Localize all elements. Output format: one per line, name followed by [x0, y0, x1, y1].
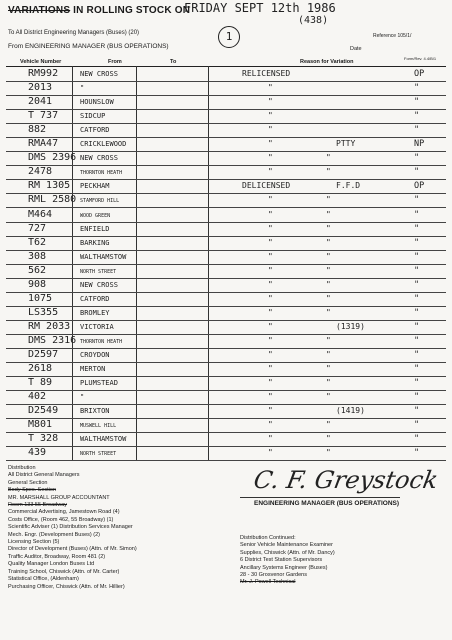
vehicle-number: 882: [28, 124, 47, 136]
reason-mark: ": [326, 237, 331, 247]
reason-text: ": [268, 139, 273, 149]
signature-rule: [240, 497, 400, 498]
status-code: ": [414, 434, 420, 445]
reason-mark: ": [326, 378, 331, 388]
status-code: ": [414, 167, 420, 178]
col-header-vehicle: Vehicle Number: [20, 59, 62, 65]
from-garage: MERTON: [80, 365, 106, 374]
reason-mark: ": [326, 223, 331, 233]
vehicle-number: 2013: [28, 82, 53, 94]
vehicle-number: 2618: [28, 363, 53, 375]
vehicle-number: RML 2580: [28, 194, 77, 206]
vehicle-number: 562: [28, 264, 47, 276]
distribution-entry: General Section: [8, 479, 48, 486]
reason-text: ": [268, 434, 273, 444]
reference-number: Reference 105/1/: [373, 33, 412, 39]
vehicle-number: 308: [28, 250, 47, 262]
reason-text: ": [268, 265, 273, 275]
col-header-reason: Reason for Variation: [300, 59, 354, 65]
from-garage: PLUMSTEAD: [80, 379, 118, 388]
from-garage: CATFORD: [80, 126, 110, 135]
status-code: NP: [414, 139, 425, 150]
reason-mark: F.F.D: [336, 181, 361, 191]
vehicle-number: 2041: [28, 96, 53, 108]
vehicle-number: RM992: [28, 68, 59, 79]
from-garage: WOOD GREEN: [80, 212, 111, 219]
reason-mark: ": [326, 167, 331, 177]
reason-text: ": [268, 111, 273, 121]
status-code: ": [414, 279, 420, 290]
distribution-entry: Room 133 55 Broadway: [8, 502, 68, 509]
table-row: [6, 193, 446, 208]
table-row: [6, 432, 446, 447]
from-garage: NEW CROSS: [80, 70, 118, 78]
reason-text: ": [268, 195, 273, 205]
status-code: ": [414, 392, 420, 403]
table-row: [6, 306, 446, 321]
distribution-entry: Senior Vehicle Maintenance Examiner: [240, 542, 333, 549]
reason-text: ": [268, 321, 273, 331]
status-code: ": [414, 364, 420, 375]
from-garage: STAMFORD HILL: [80, 198, 120, 205]
from-garage: NEW CROSS: [80, 280, 118, 289]
distribution-entry: 28 - 30 Grosvenor Gardens: [240, 572, 307, 579]
status-code: ": [414, 321, 420, 332]
reason-mark: ": [326, 434, 331, 444]
distribution-entry: Statistical Office, (Aldenham): [8, 576, 79, 583]
distribution-entry: Traffic Auditor, Broadway, Room 481 (2): [8, 553, 106, 560]
reason-text: ": [268, 350, 273, 359]
reason-text: ": [268, 97, 273, 107]
circled-page-number: 1: [218, 26, 240, 48]
status-code: ": [414, 97, 420, 108]
reason-text: ": [268, 293, 273, 303]
status-code: ": [414, 293, 420, 304]
status-code: ": [414, 237, 420, 248]
reason-mark: ": [326, 350, 331, 359]
reason-mark: ": [326, 293, 331, 303]
reason-text: RELICENSED: [242, 69, 291, 78]
signature: C. F. Greystock: [251, 466, 441, 494]
status-code: ": [414, 335, 420, 346]
from-garage: ": [80, 393, 85, 402]
reason-text: ": [268, 153, 273, 163]
vehicle-number: RM 2033: [28, 320, 71, 332]
table-row: [6, 123, 446, 138]
reason-text: ": [268, 392, 273, 402]
from-garage: THORNTON HEATH: [80, 338, 123, 345]
vehicle-number: 908: [28, 278, 47, 290]
status-code: ": [414, 307, 420, 318]
distribution-entry: MR. MARSHALL GROUP ACCOUNTANT: [8, 494, 110, 501]
reason-text: ": [268, 307, 273, 317]
from-garage: MUSWELL HILL: [80, 423, 117, 430]
from-garage: NORTH STREET: [80, 268, 117, 275]
distribution-entry: Commercial Advertising, Jamestown Road (4): [8, 509, 120, 516]
distribution-entry: Body Spec. Section: [8, 487, 57, 494]
table-row: [6, 67, 446, 82]
distribution-entry: Quality Manager London Buses Ltd: [8, 561, 95, 568]
reason-mark: ": [326, 392, 331, 402]
table-row: [6, 151, 446, 166]
from-garage: ENFIELD: [80, 224, 110, 233]
vehicle-number: 402: [28, 391, 47, 403]
signatory-title: ENGINEERING MANAGER (BUS OPERATIONS): [254, 500, 400, 507]
reason-mark: ": [326, 420, 331, 430]
distribution-entry: Scientific Adviser (1) Distribution Services Manager: [8, 524, 133, 531]
table-row: [6, 320, 446, 335]
vehicle-number: 1075: [28, 292, 53, 304]
status-code: ": [414, 223, 420, 234]
handwritten-code: (438): [298, 15, 329, 26]
vehicle-number: 2478: [28, 166, 53, 178]
distribution-entry: Supplies, Chiswick (Attn. of Mr. Dancy): [240, 549, 335, 556]
reason-text: ": [268, 335, 273, 345]
vehicle-number: T 737: [28, 110, 59, 122]
col-header-to: To: [170, 59, 177, 65]
status-code: ": [414, 378, 420, 389]
table-row: [6, 109, 446, 124]
reason-mark: ": [326, 251, 331, 261]
table-row: [6, 137, 446, 152]
distribution-entry: 6 District Test Station Supervisors: [240, 557, 323, 564]
vehicle-number: T62: [28, 236, 47, 248]
status-code: ": [414, 111, 420, 122]
vehicle-number: DMS 2316: [28, 334, 77, 346]
reason-text: ": [268, 237, 273, 247]
reason-text: ": [268, 251, 273, 261]
to-line: To All District Engineering Managers (Buses) (20): [8, 30, 140, 36]
from-garage: VICTORIA: [80, 322, 114, 331]
vehicle-number: LS355: [28, 306, 59, 318]
status-code: OP: [414, 181, 425, 192]
col-header-from: From: [108, 59, 122, 65]
table-row: [6, 390, 446, 405]
title-strike-text: VARIATIONS: [8, 5, 71, 16]
reason-text: ": [268, 364, 273, 374]
table-row: [6, 264, 446, 279]
from-garage: CROYDON: [80, 351, 110, 359]
from-garage: WALTHAMSTOW: [80, 435, 127, 444]
reason-text: ": [268, 378, 273, 388]
vehicle-number: T 328: [28, 433, 59, 445]
table-row: [6, 278, 446, 293]
reason-mark: ": [326, 209, 331, 219]
table-row: [6, 208, 446, 223]
table-row: [6, 376, 446, 391]
reason-mark: (1419): [336, 406, 365, 416]
status-code: ": [414, 251, 420, 262]
reason-mark: ": [326, 448, 331, 458]
status-code: ": [414, 406, 420, 417]
table-row: [6, 222, 446, 237]
reason-text: ": [268, 125, 273, 135]
distribution-entry: Training School, Chiswick (Attn. of Mr. Carter): [8, 568, 120, 575]
reason-text: ": [268, 209, 273, 219]
distribution-entry: Costs Office, (Room 462, 55 Broadway) (1): [8, 516, 114, 523]
table-row: [6, 446, 446, 461]
from-garage: SIDCUP: [80, 112, 106, 121]
reason-text: ": [268, 279, 273, 289]
from-garage: BRIXTON: [80, 407, 110, 416]
vehicle-number: M464: [28, 208, 53, 220]
status-code: ": [414, 209, 420, 220]
distribution-entry: Mr. J. Powell Technical: [240, 579, 296, 586]
from-garage: BROMLEY: [80, 308, 110, 317]
handwritten-date: FRIDAY SEPT 12th 1986: [184, 1, 336, 15]
date-label: Date: [350, 46, 362, 52]
from-garage: WALTHAMSTOW: [80, 252, 127, 261]
reason-mark: ": [326, 153, 331, 163]
table-row: [6, 418, 446, 433]
from-garage: ": [80, 84, 85, 93]
vehicle-number: 439: [28, 447, 47, 459]
table-row: [6, 236, 446, 251]
status-code: ": [414, 83, 420, 94]
from-garage: NEW CROSS: [80, 154, 118, 163]
distribution-entry: Distribution: [8, 465, 36, 471]
from-garage: THORNTON HEATH: [80, 170, 123, 177]
from-line: From ENGINEERING MANAGER (BUS OPERATIONS): [8, 43, 169, 50]
reason-mark: ": [326, 307, 331, 317]
vehicle-number: M801: [28, 419, 53, 431]
form-number: Form/Rev. 4.4/B/1: [404, 56, 437, 61]
vehicle-number: DMS 2396: [28, 152, 77, 164]
from-garage: BARKING: [80, 238, 110, 247]
reason-mark: (1319): [336, 321, 365, 331]
vehicle-number: D2549: [28, 405, 59, 417]
distribution-entry: Distribution Continued:: [240, 535, 296, 541]
distribution-entry: Mech. Engr. (Development Buses) (2): [8, 531, 101, 538]
status-code: ": [414, 195, 420, 206]
table-row: [6, 348, 446, 363]
status-code: ": [414, 125, 420, 136]
reason-text: ": [268, 406, 273, 416]
distribution-entry: Purchasing Officer, Chiswick (Attn. of Mr. Hillier): [8, 583, 125, 590]
reason-text: ": [268, 223, 273, 233]
vehicle-number: RMA47: [28, 138, 59, 150]
table-row: [6, 334, 446, 349]
status-code: ": [414, 153, 420, 164]
status-code: ": [414, 448, 420, 459]
reason-mark: ": [326, 364, 331, 374]
table-row: [6, 404, 446, 419]
table-row: [6, 292, 446, 307]
reason-mark: ": [326, 195, 331, 205]
reason-mark: ": [326, 279, 331, 289]
from-garage: CRICKLEWOOD: [80, 140, 127, 149]
from-garage: NORTH STREET: [80, 451, 117, 458]
table-row: [6, 165, 446, 180]
distribution-entry: Director of Development (Buses) (Attn. of Mr. Simon): [8, 546, 137, 553]
status-code: ": [414, 265, 420, 276]
vehicle-number: RM 1305: [28, 180, 71, 192]
status-code: ": [414, 350, 420, 360]
reason-text: ": [268, 167, 273, 177]
reason-mark: ": [326, 265, 331, 275]
title-text: IN ROLLING STOCK ON: [70, 5, 191, 16]
from-garage: PECKHAM: [80, 182, 110, 191]
vehicle-number: T 89: [28, 377, 53, 389]
table-row: [6, 250, 446, 265]
distribution-continued-list: [240, 535, 335, 587]
vehicle-number: 727: [28, 222, 47, 234]
table-row: [6, 179, 446, 194]
status-code: OP: [414, 69, 425, 79]
distribution-entry: Licensing Section (5): [8, 539, 60, 546]
distribution-entry: All District General Managers: [8, 472, 80, 479]
table-row: [6, 81, 446, 96]
vehicle-number: D2597: [28, 349, 59, 360]
reason-text: ": [268, 83, 273, 93]
reason-text: ": [268, 448, 273, 458]
distribution-list: [8, 465, 137, 591]
reason-mark: PTTY: [336, 139, 356, 149]
form-title: [8, 5, 190, 16]
table-row: [6, 362, 446, 377]
from-garage: HOUNSLOW: [80, 98, 114, 107]
reason-text: ": [268, 420, 273, 430]
distribution-entry: Ancillary Systems Engineer (Buses): [240, 564, 328, 571]
table-row: [6, 95, 446, 110]
reason-mark: ": [326, 335, 331, 345]
status-code: ": [414, 420, 420, 431]
from-garage: CATFORD: [80, 294, 110, 303]
reason-text: DELICENSED: [242, 181, 291, 191]
